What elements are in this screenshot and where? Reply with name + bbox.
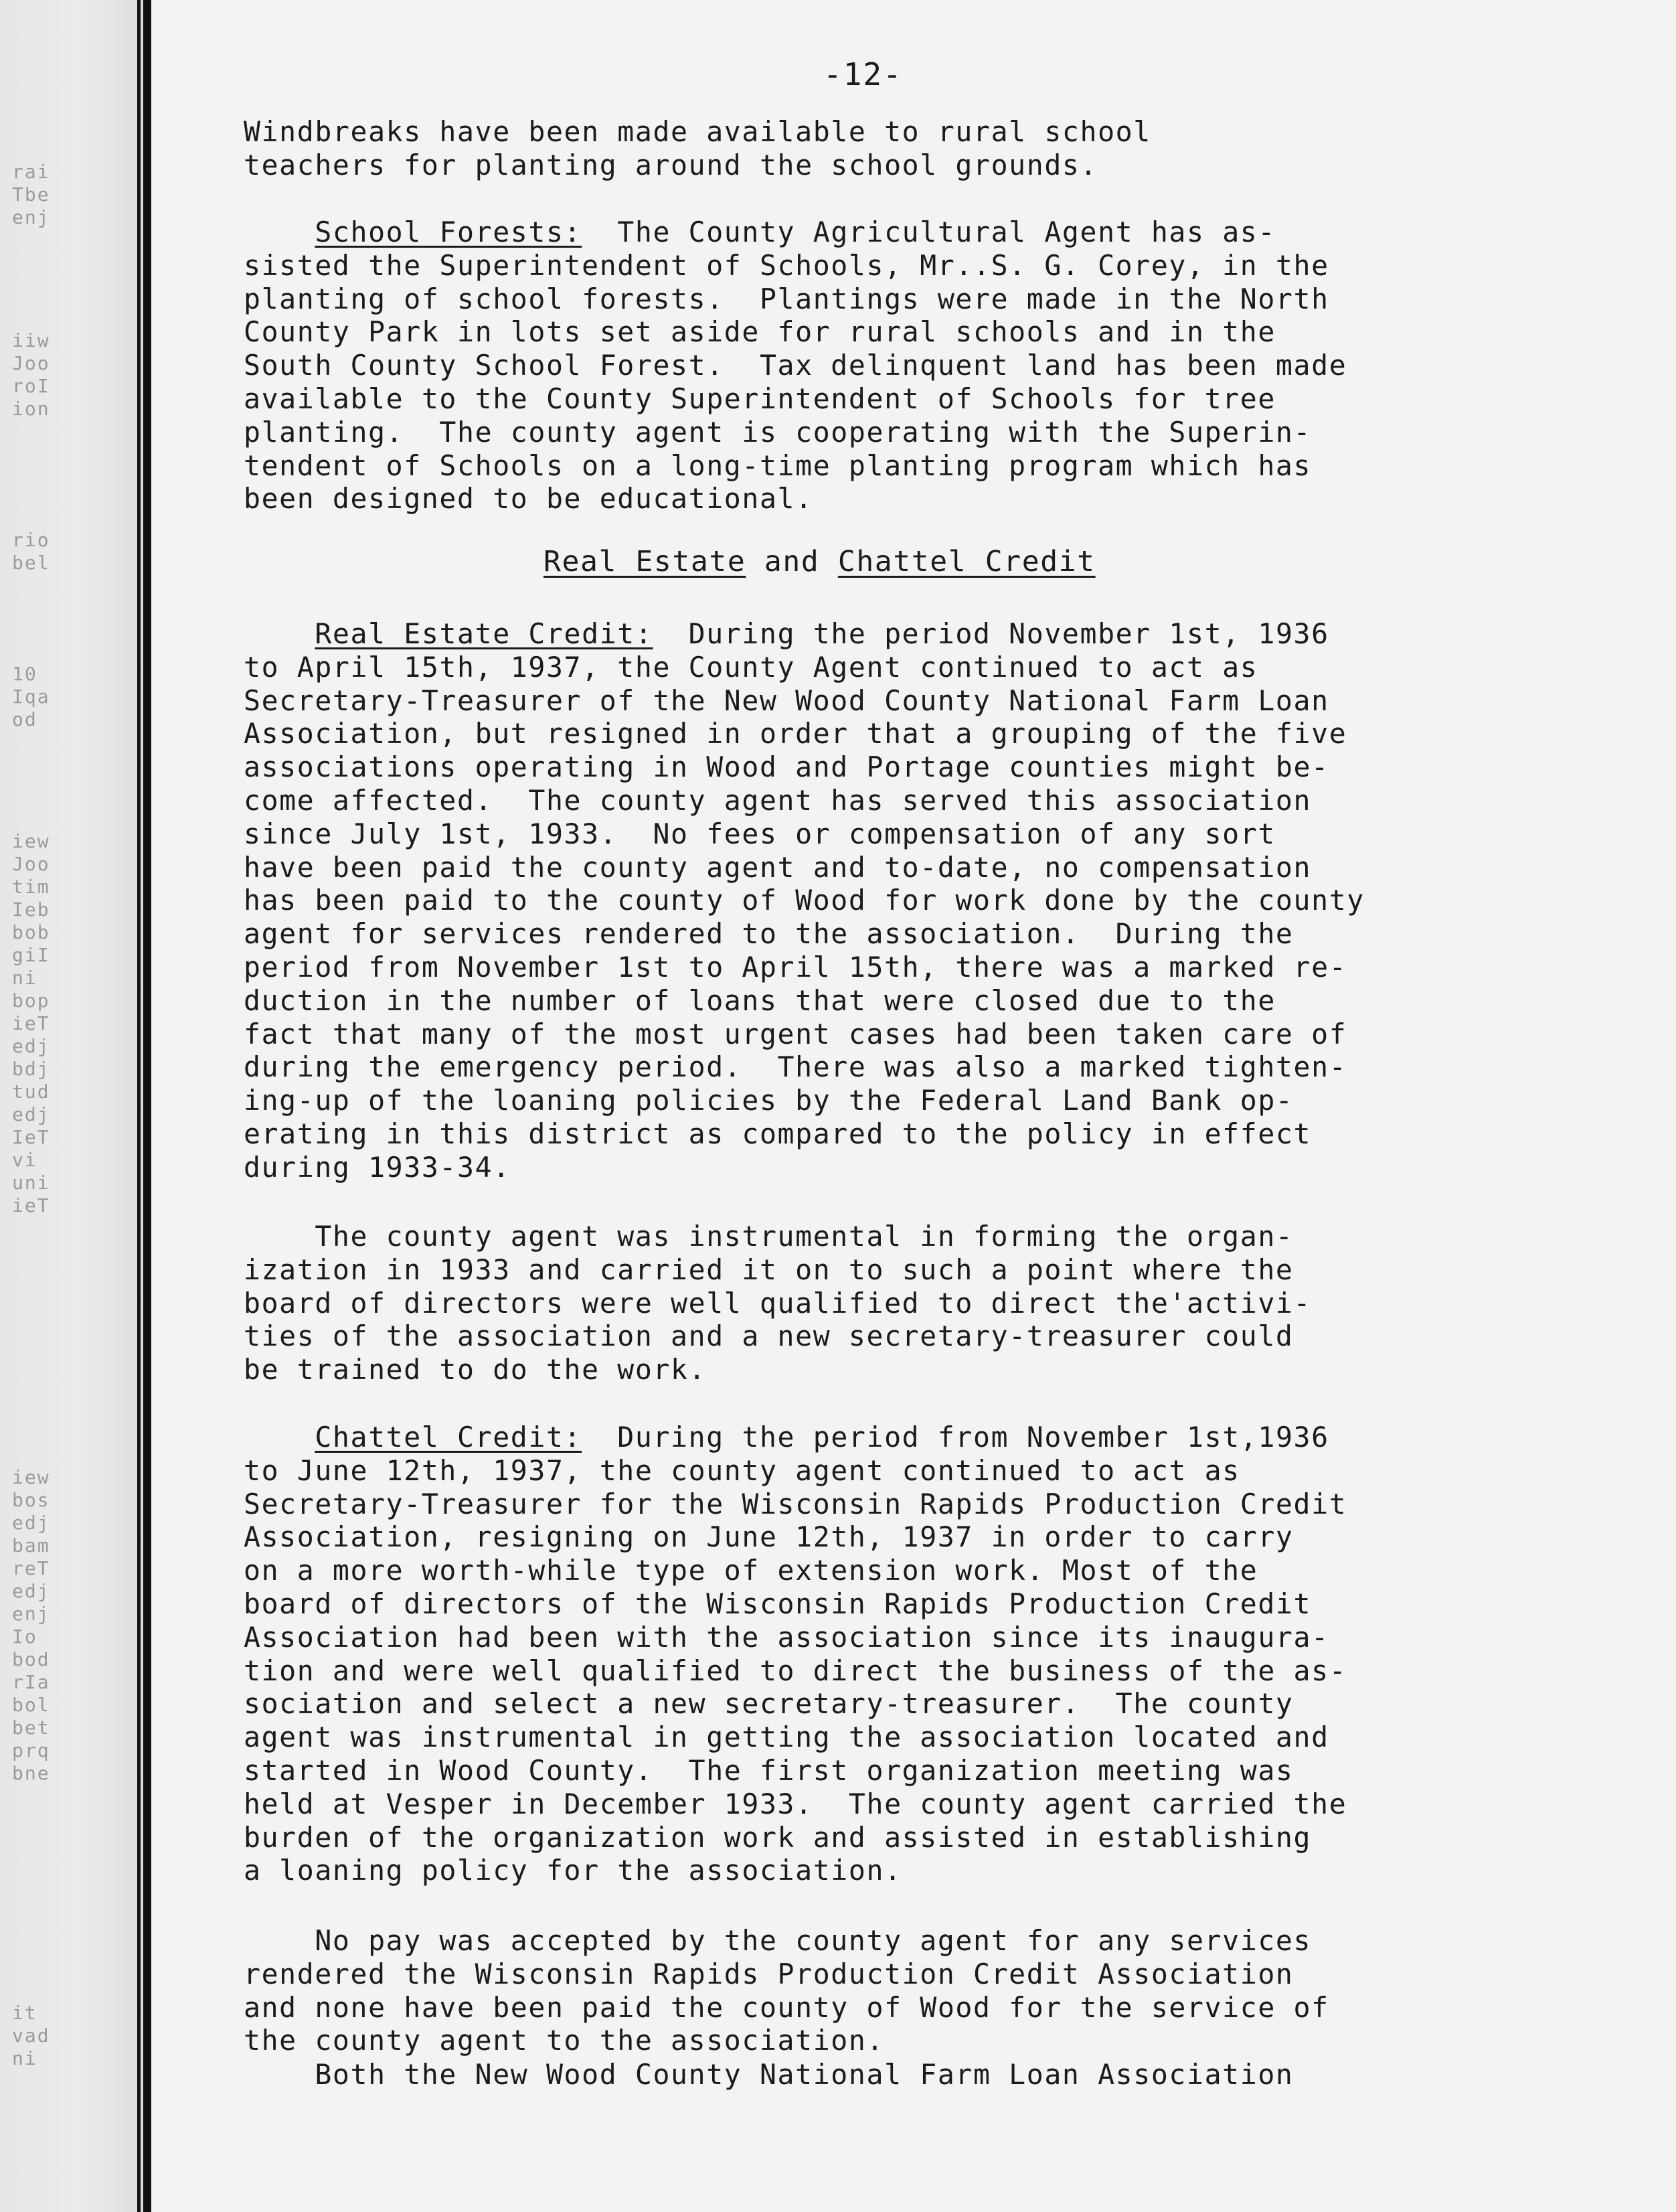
- text-line: tion and were well qualified to direct the business of the as-: [244, 1654, 1347, 1687]
- page-number: -12-: [823, 56, 903, 92]
- text-line: have been paid the county agent and to-date, no compensation: [244, 850, 1312, 884]
- text-line: ization in 1933 and carried it on to such a point where the: [244, 1253, 1294, 1286]
- text-line: held at Vesper in December 1933. The county agent carried the: [244, 1787, 1347, 1820]
- text-line: during the emergency period. There was also a marked tighten-: [244, 1050, 1347, 1084]
- margin-ghost-text: 10 Iqa od: [12, 663, 50, 730]
- text-line: sisted the Superintendent of Schools, Mr..S. G. Corey, in the: [244, 248, 1329, 282]
- text-line: teachers for planting around the school grounds.: [244, 148, 1098, 181]
- margin-ghost-text: iiw Joo roI ion: [12, 329, 50, 420]
- text-line: been designed to be educational.: [244, 482, 813, 516]
- text-line: the county agent to the association.: [244, 2024, 885, 2057]
- text-line: a loaning policy for the association.: [244, 1854, 902, 1887]
- heading-part-chattel-credit: Chattel Credit: [837, 545, 1096, 578]
- text-line: has been paid to the county of Wood for work done by the county: [244, 884, 1365, 917]
- text-line: Secretary-Treasurer of the New Wood County National Farm Loan: [244, 684, 1329, 717]
- text-line: burden of the organization work and assisted in establishing: [244, 1820, 1312, 1854]
- text-line: School Forests: The County Agricultural Agent has as-: [315, 216, 1276, 248]
- school-forests-label: School Forests:: [315, 216, 582, 248]
- margin-ghost-text: rio bel: [12, 529, 50, 574]
- organization-paragraph: [244, 1220, 1502, 1387]
- heading-part-real-estate: Real Estate: [543, 545, 746, 578]
- margin-ghost-text: iew Joo tim Ieb bob giI ni bop ieT edj bdj tud edj IeT vi uni ieT: [12, 830, 50, 1216]
- text-line: period from November 1st to April 15th, there was a marked re-: [244, 950, 1347, 983]
- text-line: to April 15th, 1937, the County Agent continued to act as: [244, 650, 1258, 684]
- text-line: available to the County Superintendent of Schools for tree: [244, 382, 1276, 415]
- margin-ghost-text: rai Tbe enj: [12, 161, 50, 228]
- chattel-credit-label: Chattel Credit:: [315, 1421, 582, 1453]
- text-line: erating in this district as compared to the policy in effect: [244, 1117, 1312, 1150]
- binding-rule-inner: [143, 0, 151, 2212]
- text-line: board of directors of the Wisconsin Rapids Production Credit: [244, 1587, 1312, 1620]
- text-line: on a more worth-while type of extension work. Most of the: [244, 1554, 1258, 1587]
- margin-ghost-text: iew bos edj bam reT edj enj Io bod rIa bol bet prq bne: [12, 1466, 50, 1784]
- text-line: come affected. The county agent has served this association: [244, 783, 1312, 817]
- real-estate-credit-label: Real Estate Credit:: [315, 617, 653, 650]
- text-line: Association had been with the association since its inaugura-: [244, 1620, 1329, 1654]
- text-line: sociation and select a new secretary-treasurer. The county: [244, 1687, 1294, 1721]
- text-line: planting of school forests. Plantings were made in the North: [244, 282, 1329, 315]
- text-line: planting. The county agent is cooperating with the Superin-: [244, 415, 1312, 449]
- text-line: fact that many of the most urgent cases had been taken care of: [244, 1017, 1347, 1050]
- text-line: duction in the number of loans that were closed due to the: [244, 983, 1276, 1017]
- windbreaks-paragraph: [244, 115, 1502, 182]
- text-line: agent was instrumental in getting the association located and: [244, 1721, 1329, 1754]
- text-line: County Park in lots set aside for rural schools and in the: [244, 315, 1276, 349]
- text-line: during 1933-34.: [244, 1150, 511, 1184]
- text-line: and none have been paid the county of Wood for the service of: [244, 1990, 1329, 2024]
- text-line: Association, but resigned in order that a grouping of the five: [244, 717, 1347, 750]
- text-line: ties of the association and a new secretary-treasurer could: [244, 1320, 1294, 1353]
- text-line: ing-up of the loaning policies by the Federal Land Bank op-: [244, 1084, 1294, 1117]
- final-line: Both the New Wood County National Farm Loan Association: [244, 2058, 1294, 2091]
- text-line: board of directors were well qualified to direct the'activi-: [244, 1286, 1312, 1320]
- text-line: associations operating in Wood and Portage counties might be-: [244, 750, 1329, 784]
- text-line: to June 12th, 1937, the county agent continued to act as: [244, 1453, 1240, 1487]
- text-line: Real Estate Credit: During the period November 1st, 1936: [315, 617, 1329, 650]
- school-forests-paragraph: [244, 216, 1502, 516]
- real-estate-credit-paragraph: [244, 617, 1502, 1184]
- margin-ghost-text: it vad ni: [12, 2002, 50, 2069]
- text-line: No pay was accepted by the county agent for any services: [244, 1924, 1312, 1957]
- text-line: rendered the Wisconsin Rapids Production Credit Association: [244, 1957, 1294, 1990]
- section-heading: Real Estate and Chattel Credit: [543, 545, 1096, 578]
- text-line: The county agent was instrumental in forming the organ-: [244, 1220, 1294, 1253]
- text-line: tendent of Schools on a long-time planting program which has: [244, 449, 1312, 482]
- text-line: since July 1st, 1933. No fees or compensation of any sort: [244, 817, 1276, 850]
- text-line: Secretary-Treasurer for the Wisconsin Rapids Production Credit: [244, 1487, 1347, 1520]
- text-line: Chattel Credit: During the period from November 1st,1936: [315, 1421, 1329, 1453]
- text-line: Association, resigning on June 12th, 1937 in order to carry: [244, 1520, 1294, 1554]
- chattel-credit-paragraph: [244, 1421, 1502, 1887]
- text-line: agent for services rendered to the association. During the: [244, 917, 1294, 951]
- text-line: started in Wood County. The first organization meeting was: [244, 1753, 1294, 1787]
- binding-rule-outer: [137, 0, 141, 2212]
- no-pay-paragraph: [244, 1924, 1502, 2057]
- text-line: South County School Forest. Tax delinquent land has been made: [244, 349, 1347, 382]
- text-line: be trained to do the work.: [244, 1353, 707, 1387]
- text-line: Windbreaks have been made available to rural school: [244, 115, 1151, 148]
